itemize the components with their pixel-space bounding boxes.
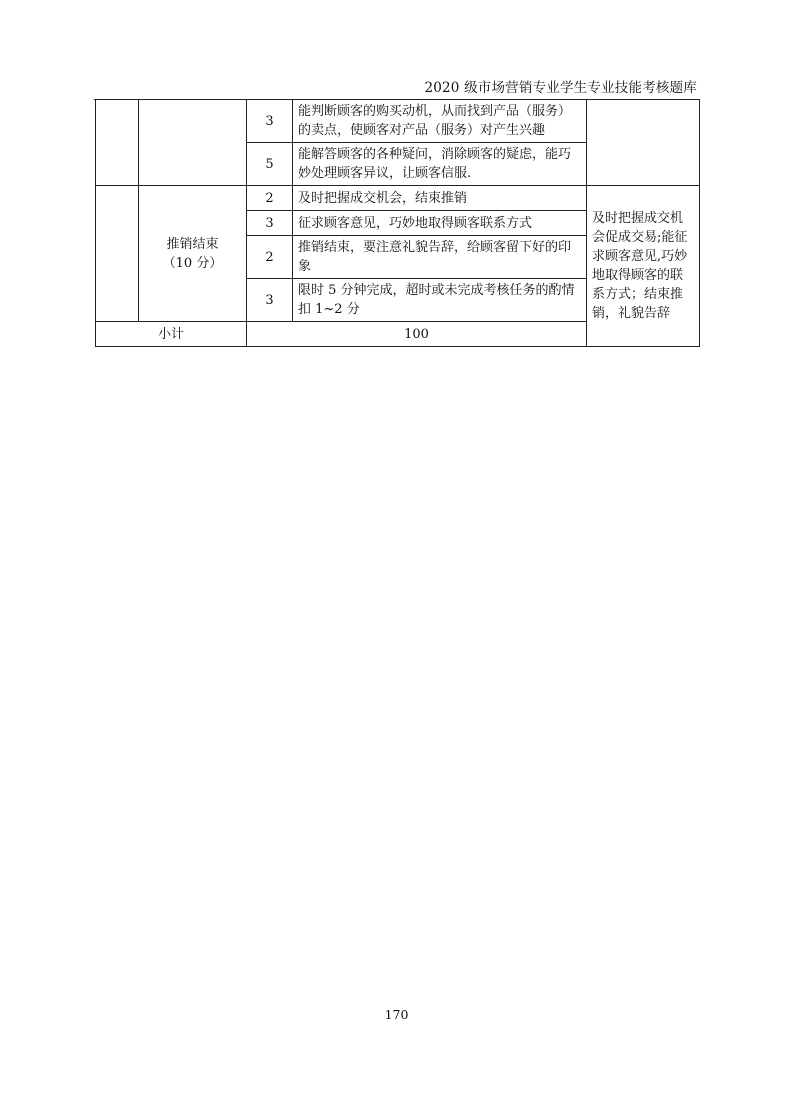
score-cell: 2 bbox=[247, 236, 293, 279]
score-cell: 3 bbox=[247, 100, 293, 143]
section-name: 推销结束 bbox=[166, 236, 219, 252]
subtotal-value: 100 bbox=[247, 322, 587, 347]
note-cell bbox=[587, 100, 700, 186]
page-number: 170 bbox=[384, 1007, 409, 1022]
assessment-table bbox=[95, 99, 700, 347]
section-name-cell bbox=[139, 186, 247, 322]
score-cell: 3 bbox=[247, 211, 293, 236]
item-cell bbox=[139, 100, 247, 186]
table-row bbox=[96, 186, 700, 211]
section-note-cell: 及时把握成交机会促成交易;能征求顾客意见,巧妙地取得顾客的联系方式；结束推销，礼貌告辞 bbox=[587, 186, 700, 347]
criteria-cell: 限时 5 分钟完成，超时或未完成考核任务的酌情扣 1~2 分 bbox=[293, 279, 587, 322]
criteria-cell: 及时把握成交机会，结束推销 bbox=[293, 186, 587, 211]
score-cell: 3 bbox=[247, 279, 293, 322]
page-header-title: 2020 级市场营销专业学生专业技能考核题库 bbox=[424, 80, 697, 96]
category-cell bbox=[96, 100, 139, 186]
criteria-cell: 推销结束，要注意礼貌告辞，给顾客留下好的印象 bbox=[293, 236, 587, 279]
section-points: （10 分） bbox=[162, 255, 223, 271]
subtotal-label: 小计 bbox=[96, 322, 247, 347]
criteria-cell: 能判断顾客的购买动机，从而找到产品（服务）的卖点，使顾客对产品（服务）对产生兴趣 bbox=[293, 100, 587, 143]
category-cell bbox=[96, 186, 139, 322]
table-row bbox=[96, 100, 700, 143]
criteria-cell: 征求顾客意见，巧妙地取得顾客联系方式 bbox=[293, 211, 587, 236]
score-cell: 5 bbox=[247, 143, 293, 186]
score-cell: 2 bbox=[247, 186, 293, 211]
criteria-cell: 能解答顾客的各种疑问，消除顾客的疑虑，能巧妙处理顾客异议，让顾客信服. bbox=[293, 143, 587, 186]
